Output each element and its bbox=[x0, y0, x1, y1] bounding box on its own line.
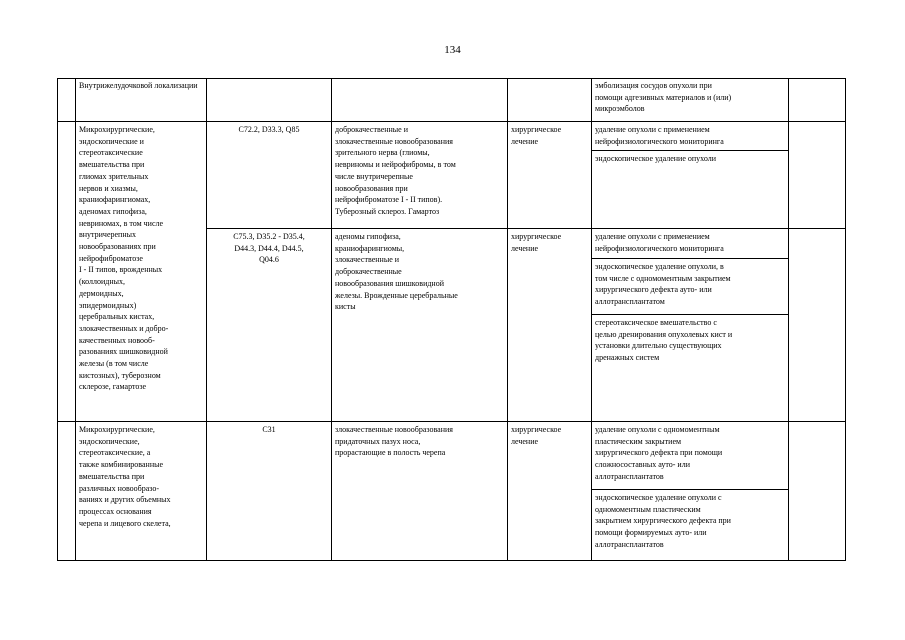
row2b-codes: C75.3, D35.2 - D35.4, D44.3, D44.4, D44.5, Q04.6 bbox=[233, 232, 305, 265]
row2a-method-1: удаление опухоли с применением нейрофизиологического мониторинга bbox=[595, 125, 724, 146]
row2b-treatment: хирургическое лечение bbox=[511, 232, 562, 253]
row3-codes: C31 bbox=[262, 425, 276, 434]
row3-treatment: хирургическое лечение bbox=[511, 425, 562, 446]
row1-name: Внутрижелудочковой локализации bbox=[79, 81, 198, 90]
page-number: 134 bbox=[444, 44, 461, 56]
row2b-method-1: удаление опухоли с применением нейрофизиологического мониторинга bbox=[595, 232, 724, 253]
row2a-codes: C72.2, D33.3, Q85 bbox=[238, 125, 300, 134]
row3-method-1: удаление опухоли с одномоментным пластическим закрытием хирургического дефекта при помощи сложносоставных ауто- или аллотрансплантатов bbox=[595, 425, 723, 481]
row2a-model: доброкачественные и злокачественные новообразования зрительного нерва (глиомы, невриномы и нейрофибромы, в том числе внутричерепные новообразования при нейрофиброматозе I - II типов). Туберозный склероз. Гамартоз bbox=[335, 125, 456, 216]
row3-model: злокачественные новообразования придаточных пазух носа, прорастающие в полость черепа bbox=[335, 425, 453, 458]
row3-method-2: эндоскопическое удаление опухоли с одномоментным пластическим закрытием хирургического дефекта при помощи формируемых ауто- или аллотрансплантатов bbox=[595, 493, 731, 549]
row3-name: Микрохирургические, эндоскопические, стереотаксические, а также комбинированные вмешательства при различных новообразо- ваниях и других объемных процессах основания черепа и лицевого скелета, bbox=[79, 425, 171, 528]
row2a-treatment: хирургическое лечение bbox=[511, 125, 562, 146]
row2a-method-2: эндоскопическое удаление опухоли bbox=[595, 154, 717, 163]
row2-name: Микрохирургические, эндоскопические и стереотаксические вмешательства при глиомах зрительных нервов и хиазмы, краниофарингиомах, аденомах гипофиза, невриномах, в том числе внутричерепных новообразованиях при нейрофиброматозе I - II типов, врожденных (коллоидных, дермоидных, эпидермоидных) церебральных кистах, злокачественных и добро- качественных новооб- разованиях шишковидной железы (в том числе кистозных), туберозном склерозе, гамартозе bbox=[79, 125, 169, 392]
row1-method-1: эмболизация сосудов опухоли при помощи адгезивных материалов и (или) микроэмболов bbox=[595, 81, 732, 114]
row2b-method-3: стереотаксическое вмешательство с целью дренирования опухолевых кист и установки длительно существующих дренажных систем bbox=[595, 318, 733, 363]
row2b-method-2: эндоскопическое удаление опухоли, в том числе с одномоментным закрытием хирургического дефекта ауто- или аллотрансплантатом bbox=[595, 262, 731, 307]
row2b-model: аденомы гипофиза, краниофарингиомы, злокачественные и доброкачественные новообразования шишковидной железы. Врожденные церебральные кисты bbox=[335, 232, 458, 312]
